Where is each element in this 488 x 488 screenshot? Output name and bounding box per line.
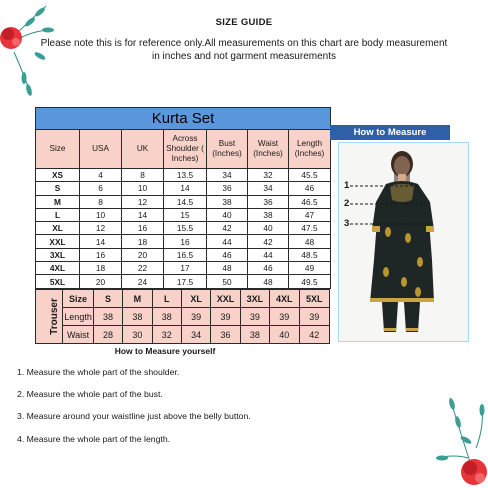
measurement-cell: 10 (122, 182, 164, 195)
column-header: Waist (Inches) (248, 130, 289, 169)
measurement-cell: 13.5 (164, 169, 207, 182)
trouser-cell: 39 (299, 308, 330, 326)
trouser-cell: 38 (123, 308, 152, 326)
instructions-title: How to Measure yourself (114, 346, 216, 356)
trouser-cell: 38 (93, 308, 122, 326)
measurement-cell: 15.5 (164, 222, 207, 235)
measurement-cell: 12 (80, 222, 122, 235)
instruction-step: 4. Measure the whole part of the length. (17, 434, 171, 444)
trouser-header-cell: M (123, 290, 152, 308)
kurta-size-table (35, 107, 331, 289)
measurement-cell: 16 (164, 235, 207, 248)
trouser-cell: Waist (63, 326, 93, 344)
measurement-cell: 14 (80, 235, 122, 248)
measurement-cell: 44 (207, 235, 248, 248)
trouser-cell: 39 (270, 308, 299, 326)
measurement-cell: 14.5 (164, 195, 207, 208)
measurement-cell: 6 (80, 182, 122, 195)
trouser-cell: 30 (123, 326, 152, 344)
measurement-cell: 15 (164, 208, 207, 221)
measurement-cell: 8 (122, 169, 164, 182)
measurement-cell: 48.5 (289, 248, 331, 261)
measurement-cell: 40 (248, 222, 289, 235)
measurement-cell: 10 (80, 208, 122, 221)
model-figure-image (338, 142, 469, 342)
trouser-cell: 38 (240, 326, 269, 344)
size-cell: XXL (36, 235, 80, 248)
measurement-cell: 20 (80, 275, 122, 288)
measurement-cell: 16 (80, 248, 122, 261)
trouser-header-cell: 5XL (299, 290, 330, 308)
trouser-label-cell (36, 290, 63, 344)
trouser-cell: 40 (270, 326, 299, 344)
column-header: USA (80, 130, 122, 169)
measurement-cell: 44 (248, 248, 289, 261)
kurta-size-row (36, 275, 331, 288)
size-cell: XS (36, 169, 80, 182)
trouser-cell: 39 (240, 308, 269, 326)
kurta-table-title: Kurta Set (36, 108, 331, 130)
measure-mark-1: 1 (344, 180, 350, 191)
measurement-cell: 36 (207, 182, 248, 195)
trouser-header-cell: 4XL (270, 290, 299, 308)
kurta-size-row (36, 182, 331, 195)
measurement-cell: 8 (80, 195, 122, 208)
how-to-measure-banner: How to Measure (330, 125, 450, 140)
measurement-cell: 38 (248, 208, 289, 221)
measurement-cell: 17.5 (164, 275, 207, 288)
measurement-cell: 24 (122, 275, 164, 288)
measurement-cell: 22 (122, 262, 164, 275)
trouser-cell: 38 (152, 308, 181, 326)
measurement-cell: 18 (122, 235, 164, 248)
trouser-header-cell: 3XL (240, 290, 269, 308)
measurement-cell: 36 (248, 195, 289, 208)
trouser-header-cell: S (93, 290, 122, 308)
kurta-size-row (36, 169, 331, 182)
column-header: Length (Inches) (289, 130, 331, 169)
size-guide-title: SIZE GUIDE (215, 17, 273, 28)
size-cell: 3XL (36, 248, 80, 261)
measurement-cell: 4 (80, 169, 122, 182)
measurement-cell: 46 (207, 248, 248, 261)
size-cell: XL (36, 222, 80, 235)
trouser-cell: Length (63, 308, 93, 326)
measure-mark-3: 3 (344, 218, 350, 229)
trouser-waist-row (36, 326, 330, 344)
measurement-cell: 34 (248, 182, 289, 195)
trouser-cell: 28 (93, 326, 122, 344)
flower-decoration-bottom-right (432, 388, 488, 488)
trouser-header-cell: Size (63, 290, 93, 308)
trouser-header-cell: XL (181, 290, 210, 308)
measure-mark-2: 2 (344, 198, 350, 209)
kurta-size-row (36, 195, 331, 208)
trouser-length-row (36, 308, 330, 326)
measurement-cell: 48 (207, 262, 248, 275)
measurement-cell: 45.5 (289, 169, 331, 182)
size-cell: 5XL (36, 275, 80, 288)
trouser-size-table (35, 289, 330, 344)
measurement-cell: 49 (289, 262, 331, 275)
trouser-cell: 42 (299, 326, 330, 344)
measurement-cell: 46 (248, 262, 289, 275)
kurta-header-row (36, 130, 331, 169)
measurement-cell: 18 (80, 262, 122, 275)
measurement-cell: 16 (122, 222, 164, 235)
column-header: Bust (Inches) (207, 130, 248, 169)
measurement-cell: 12 (122, 195, 164, 208)
kurta-size-row (36, 262, 331, 275)
measurement-cell: 46 (289, 182, 331, 195)
size-cell: L (36, 208, 80, 221)
trouser-label: Trouser (48, 298, 60, 335)
trouser-cell: 34 (181, 326, 210, 344)
measurement-cell: 47 (289, 208, 331, 221)
measurement-cell: 48 (248, 275, 289, 288)
size-cell: 4XL (36, 262, 80, 275)
measurement-cell: 48 (289, 235, 331, 248)
measurement-cell: 47.5 (289, 222, 331, 235)
measurement-cell: 34 (207, 169, 248, 182)
kurta-size-row (36, 222, 331, 235)
measurement-cell: 14 (164, 182, 207, 195)
measurement-cell: 49.5 (289, 275, 331, 288)
kurta-size-row (36, 208, 331, 221)
measurement-cell: 42 (207, 222, 248, 235)
measurement-cell: 14 (122, 208, 164, 221)
measurement-cell: 17 (164, 262, 207, 275)
trouser-header-cell: L (152, 290, 181, 308)
column-header: Size (36, 130, 80, 169)
measurement-cell: 20 (122, 248, 164, 261)
size-cell: M (36, 195, 80, 208)
column-header: UK (122, 130, 164, 169)
trouser-cell: 39 (181, 308, 210, 326)
instruction-step: 1. Measure the whole part of the shoulder. (17, 367, 180, 377)
instruction-step: 3. Measure around your waistline just above the belly button. (17, 411, 251, 421)
measurement-cell: 42 (248, 235, 289, 248)
instruction-step: 2. Measure the whole part of the bust. (17, 389, 163, 399)
measurement-cell: 16.5 (164, 248, 207, 261)
trouser-cell: 39 (211, 308, 240, 326)
measurement-cell: 46.5 (289, 195, 331, 208)
kurta-size-row (36, 248, 331, 261)
measurement-cell: 38 (207, 195, 248, 208)
measurement-cell: 50 (207, 275, 248, 288)
column-header: Across Shoulder ( Inches) (164, 130, 207, 169)
trouser-cell: 36 (211, 326, 240, 344)
measurement-cell: 40 (207, 208, 248, 221)
measurement-cell: 32 (248, 169, 289, 182)
trouser-cell: 32 (152, 326, 181, 344)
kurta-size-row (36, 235, 331, 248)
trouser-header-cell: XXL (211, 290, 240, 308)
disclaimer-note: Please note this is for reference only.All measurements on this chart are body measurement in inches and not garment measurements (40, 38, 448, 62)
size-cell: S (36, 182, 80, 195)
